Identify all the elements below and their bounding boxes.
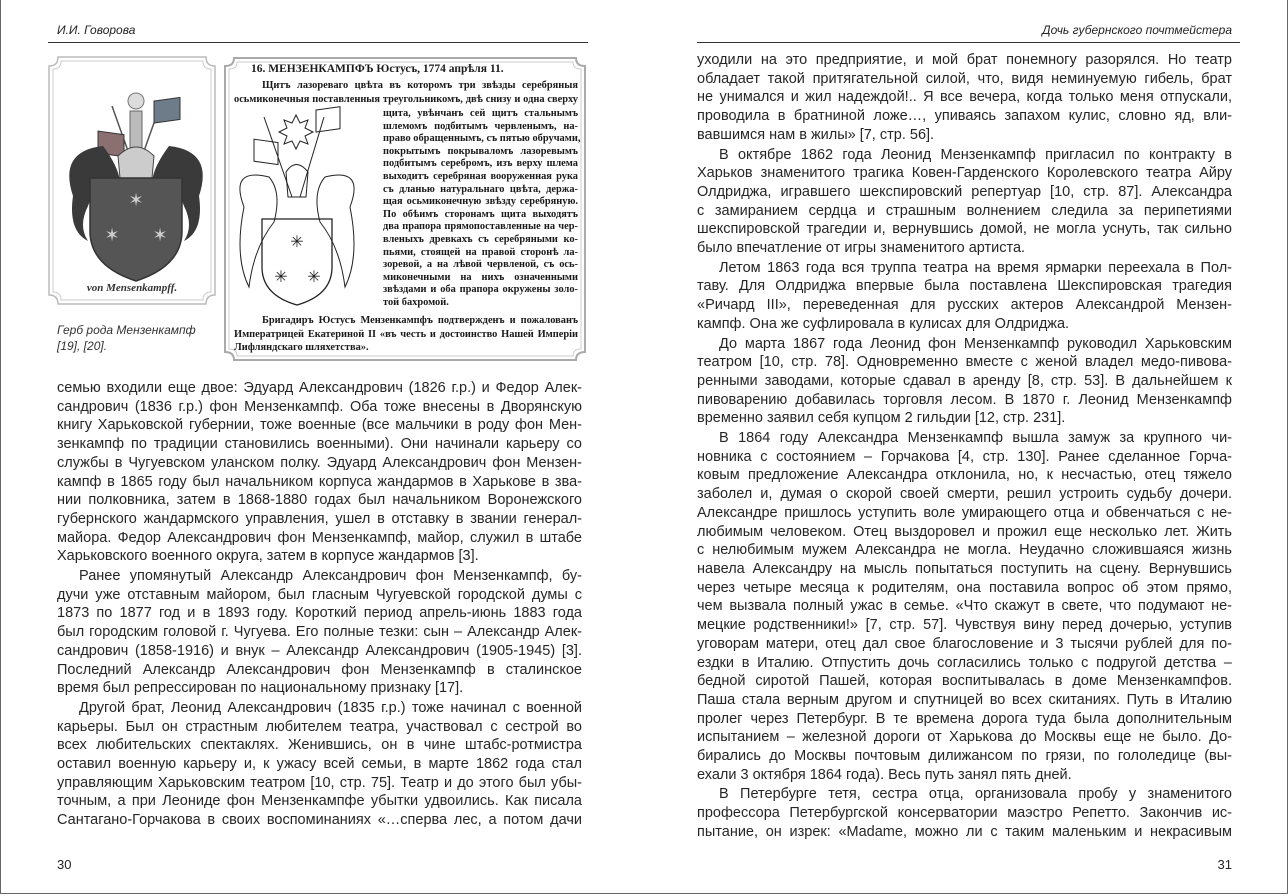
- text-line: До марта 1867 года Леонид фон Мензенкампф руководил Харьковским: [719, 335, 1232, 352]
- header-rule-left: [48, 42, 588, 43]
- coat-of-arms-icon: [48, 56, 216, 305]
- caption-line: Герб рода Мензенкампф: [57, 323, 196, 337]
- text-line: уходили на это предприятие, и мой брат понемногу разорялся. Но театр: [697, 52, 1232, 68]
- text-line: театром [10, стр. 78]. Одновременно вместе с женой владел медо-пивова-: [697, 354, 1232, 371]
- document-text-line: право обращеннымъ, съ пятью обручами,: [383, 133, 581, 145]
- text-line: чем вызвала полный ужас в семье. «Что скажут в свете, что подумают не-: [697, 598, 1232, 615]
- text-line: ковым предложение Александра отклонила, но, к несчастью, отец тяжело: [697, 467, 1232, 484]
- svg-text:✳: ✳: [274, 269, 288, 286]
- svg-text:✶: ✶: [104, 225, 120, 245]
- paragraph: [697, 259, 1232, 334]
- document-side-lines: [383, 108, 581, 310]
- text-line: ехали 3 октября 1864 года). Весь путь занял пять дней.: [697, 766, 1072, 783]
- paragraph: [697, 146, 1232, 258]
- text-line: зенкампф по традиции становились военными). Они начинали карьеру со: [57, 436, 582, 453]
- text-line: В Петербурге тетя, сестра отца, организовала пробу у знаменитого: [719, 786, 1232, 803]
- text-line: нии полковника, затем в 1868-1880 годах был начальником Воронежского: [57, 492, 582, 509]
- page-number-right: 31: [1217, 857, 1232, 872]
- text-line: Паша стала верным другом и спутницей во всех скитаниях. Путь в Италию: [697, 691, 1232, 708]
- document-text-line: той бахромой.: [383, 296, 449, 308]
- running-head-left: И.И. Говорова: [57, 23, 136, 37]
- text-line: был городским головой г. Чугуева. Его полные тезки: сын – Александр Алек-: [57, 624, 582, 641]
- document-text-line: вленыхъ древкахъ съ серебряными ко-: [383, 233, 578, 245]
- text-line: ездки в Италию. Отпустить дочь согласились только с подругой детства –: [697, 654, 1232, 671]
- text-line: не унимался и жил надеждой!.. Я все вечера, когда только меня отпускали,: [697, 89, 1232, 106]
- text-line: Харьковского военного округа, затем в корпусе жандармов [3].: [57, 548, 479, 565]
- text-line: всех любительских спектаклях. Женившись, он в чине штабс-ротмистра: [57, 737, 582, 754]
- text-line: с нелюбимым мужем Александра не могла. Неудачно сложившаяся жизнь: [697, 542, 1232, 559]
- text-line: Олдриджа, игравшего шекспировский репертуар [10, стр. 87]. Александра: [697, 183, 1232, 200]
- text-line: кампф в 1865 году был начальником корпуса жандармов в Харькове в зва-: [57, 473, 582, 490]
- text-line: временно заявил себя купцом 2 гильдии [12, стр. 231].: [697, 410, 1066, 427]
- paragraph: [697, 51, 1232, 145]
- text-line: мецкие родственники!» [7, стр. 57]. Чувствуя вину перед дочерью, уступив: [697, 617, 1232, 634]
- text-line: сандрович (1836 г.р.) фон Мензенкампф. Оба тоже внесены в Дворянскую: [57, 398, 582, 415]
- text-line: таву. Для Олдриджа впервые была поставлена Шекспировская трагедия: [697, 278, 1232, 295]
- svg-text:✶: ✶: [152, 225, 168, 245]
- text-line: Другой брат, Леонид Александрович (1835 г.р.) тоже начинал с военной: [79, 699, 582, 716]
- document-text-line: осьмиконечныя поставленныя треугольникомъ, двѣ снизу и одна сверху: [234, 94, 578, 106]
- text-line: время был репрессирован по национальному признаку [17].: [57, 680, 464, 697]
- figure-caption: [57, 322, 196, 354]
- arms-motto: von Mensenkampff.: [86, 282, 178, 294]
- text-line: заболел и, думая о скорой своей смерти, решил устроить судьбу дочери.: [697, 486, 1232, 503]
- document-text-line: По обѣимъ сторонамъ щита выходятъ: [383, 208, 578, 220]
- text-line: новника с состоянием – Горчакова [4, стр. 130]. Ранее сделанное Горча-: [697, 448, 1232, 465]
- document-text-line: звѣздами и оба прапора окружены золо-: [383, 284, 578, 296]
- text-line: оставил военную карьеру и, к ужасу всей семьи, в марте 1862 года стал: [57, 756, 582, 773]
- document-bottom-lines: [234, 314, 578, 355]
- text-line: любимым человеком. Отец выздоровел и прожил еще несколько лет. Жить: [697, 523, 1232, 540]
- document-text-line: миконечными на нихъ означенными: [383, 271, 578, 283]
- text-line: шекспировской трагедии и, вернувшись домой, не могла уснуть, так сильно: [697, 221, 1232, 238]
- caption-line: [19], [20].: [57, 339, 108, 353]
- text-line: книгу Харьковской губернии, тоже военные (все мальчики в роду фон Мен-: [57, 417, 582, 434]
- document-text-line: пьями, стоящей на правой сторонѣ ла-: [383, 246, 578, 258]
- document-text-line: покрытымъ покрываломъ лазоревымъ: [383, 145, 578, 157]
- text-line: Последний Александр Александрович фон Мензенкампф в сталинское: [57, 661, 582, 678]
- text-line: В октябре 1862 года Леонид Мензенкампф пригласил по контракту в: [719, 146, 1232, 163]
- text-line: сандрович (1858-1916) и внук – Александр Александрович (1905-1945) [3].: [57, 642, 582, 659]
- paragraph: [57, 699, 582, 830]
- text-line: семью входили еще двое: Эдуард Александрович (1826 г.р.) и Федор Алек-: [57, 380, 582, 396]
- paragraph: [697, 335, 1232, 429]
- text-line: уговорам матери, отец дал свое благословение и 3 тысячи рублей для по-: [697, 635, 1232, 652]
- left-page-body: [57, 379, 582, 831]
- text-line: Александре пришлось уступить воле умирающего отца и обвенчаться с не-: [697, 504, 1232, 521]
- text-line: Ранее упомянутый Александр Александрович фон Мензенкампф, бу-: [79, 568, 582, 585]
- document-text-line: Императрицей Екатериной II «въ честь и достоинство Нашей Имперiи: [234, 328, 578, 340]
- document-text-line: Щитъ лазореваго цвѣта въ которомъ три звѣзды серебряныя: [262, 80, 578, 91]
- svg-text:✳: ✳: [290, 234, 304, 251]
- paragraph: [57, 567, 582, 698]
- text-line: кампф. Она же суфлировала в кулисах для Олдриджа.: [697, 315, 1070, 332]
- text-line: управляющим Харьковским театром [10, стр. 75]. Театр и до этого был убы-: [57, 774, 582, 791]
- text-line: проводила в братниной ложе…, упиваясь запахом кулис, словно яд, вли-: [697, 108, 1232, 125]
- paragraph: [697, 429, 1232, 784]
- paragraph: [697, 785, 1232, 841]
- coat-of-arms-image: [48, 56, 216, 305]
- text-line: пивоварению добавилась торговля лесом. В 1870 г. Леонид Мензенкампф: [697, 391, 1232, 408]
- document-text-line: шлемомъ подбитымъ червленымъ, на-: [383, 120, 578, 132]
- document-text-line: выходитъ серебряная вооруженная рука: [383, 170, 578, 182]
- document-text-line: щита, увѣнчанъ сей щитъ стальнымъ: [383, 108, 578, 119]
- text-line: с замиранием сердца и страшным волнением следила за перипетиями: [697, 202, 1232, 219]
- document-full-lines: [234, 79, 578, 107]
- document-title: 16. МЕНЗЕНКАМПФЪ Юстусъ, 1774 апрѣля 11.: [251, 63, 504, 75]
- svg-text:✶: ✶: [128, 190, 144, 210]
- running-head-right: Дочь губернского почтмейстера: [1042, 23, 1232, 37]
- document-text-line: подбитымъ серебромъ, изъ верху шлема: [383, 158, 578, 170]
- text-line: карьеры. Был он страстным любителем театра, участвовал с сестрой во: [57, 718, 582, 735]
- document-text-line: съ дланью натуральнаго цвѣта, держа-: [383, 183, 578, 195]
- text-line: Харьков знаменитого трагика Ковен-Гарденского Королевского театра Айру: [697, 165, 1232, 182]
- text-line: В 1864 году Александра Мензенкампф вышла замуж за крупного чи-: [719, 430, 1232, 447]
- text-line: 1873 по 1877 год и в 1893 году. Короткий период апрель-июнь 1883 года: [57, 605, 582, 622]
- text-line: вавшимся нам в жилы» [7, стр. 56].: [697, 126, 935, 143]
- text-line: точным, а при Леониде фон Мензенкампфе убытки удвоились. Как писала: [57, 793, 582, 810]
- svg-text:✳: ✳: [307, 269, 321, 286]
- right-page-body: [697, 51, 1232, 843]
- text-line: испытанием – железной дороги от Харькова до Москвы еще не было. До-: [697, 729, 1232, 746]
- text-line: бедной сиротой Пашей, которая воспитывалась в доме Мензенкампфов.: [697, 673, 1232, 690]
- document-text-line: щая осьмиконечную звѣзду серебряную.: [383, 196, 578, 208]
- document-text-line: два прапора прямопоставленные на чер-: [383, 221, 578, 233]
- text-line: ренными заводами, которые сдавал в аренду [8, стр. 53]. В дальнейшем к: [697, 372, 1232, 389]
- header-rule-right: [697, 42, 1240, 43]
- text-line: Летом 1863 года вся труппа театра на время ярмарки переехала в Пол-: [719, 259, 1232, 276]
- text-line: профессора Петербургской консерватории маэстро Репетто. Закончив ис-: [697, 805, 1232, 822]
- text-line: пытание, он изрек: «Madame, можно ли с таким маленьким и некрасивым: [697, 823, 1232, 840]
- text-line: пролег через Петербург. В те времена дорога туда была дополнительным: [697, 710, 1232, 727]
- text-line: дучи уже отставным майором, был гласным Чугуевской городской думы с: [57, 586, 582, 603]
- text-line: бирались до Москвы почтовым дилижансом по грязи, по гололедице (вы-: [697, 748, 1232, 765]
- text-line: навела Александру на мысль попытаться поступить на сцену. Вернувшись: [697, 560, 1232, 577]
- document-text-line: Бригадиръ Юстусъ Мензенкампфъ подтвержденъ и пожалованъ: [262, 315, 578, 326]
- page-number-left: 30: [57, 857, 72, 872]
- document-text-line: Лифляндскаго шляхетства».: [234, 342, 369, 354]
- text-line: службы в Чугуевском уланском полку. Эдуард Александрович фон Мензен-: [57, 454, 582, 471]
- text-line: было впечатление от игры знаменитого артиста.: [697, 240, 1026, 257]
- text-line: Сантагано-Горчакова в своих воспоминаниях «…сперва лес, а потом дачи: [57, 812, 582, 829]
- text-line: обладает такой притягательной силой, что, видя неминуемую гибель, брат: [697, 70, 1232, 87]
- document-text-line: зоревой, а на лѣвой червленой, съ ось-: [383, 259, 578, 271]
- historical-document-image: [224, 57, 586, 361]
- text-line: майора. Федор Александрович фон Мензенкампф, майор, служил в штабе: [57, 529, 582, 546]
- text-line: через четыре месяца к родителям, она поставила вопрос об этом прямо,: [697, 579, 1232, 596]
- paragraph: [57, 379, 582, 566]
- text-line: «Ричард III», переведенная для русских актеров Александрой Мензен-: [697, 297, 1232, 314]
- text-line: губернского жандармского управления, ушел в отставку в звании генерал-: [57, 510, 582, 527]
